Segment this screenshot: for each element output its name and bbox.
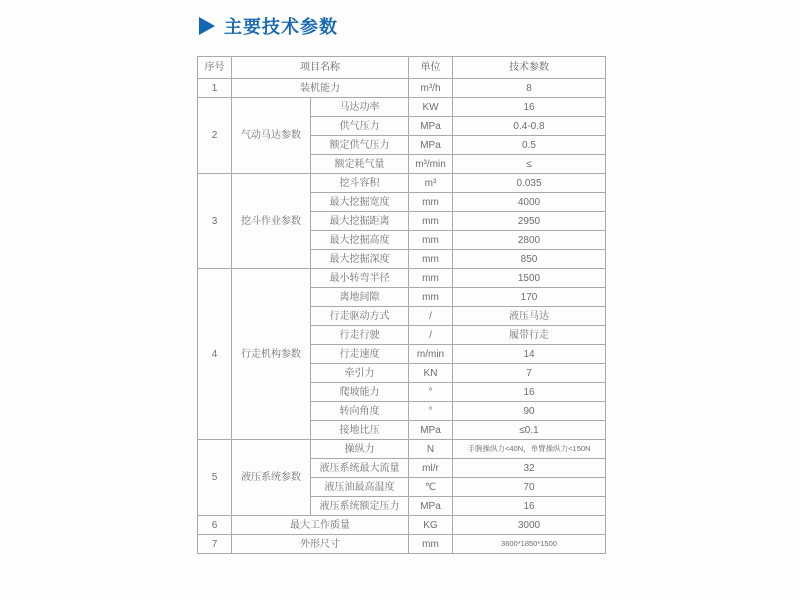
unit-cell: KN bbox=[409, 364, 453, 383]
value-cell: 手腕操纵力<40N，单臂操纵力<150N bbox=[453, 440, 606, 459]
sub-item-cell: 马达功率 bbox=[311, 98, 409, 117]
sub-item-cell: 最小转弯半径 bbox=[311, 269, 409, 288]
sub-item-cell: 行走驱动方式 bbox=[311, 307, 409, 326]
value-cell: 170 bbox=[453, 288, 606, 307]
value-cell: 90 bbox=[453, 402, 606, 421]
row-number-cell: 4 bbox=[198, 269, 232, 440]
sub-item-cell: 爬坡能力 bbox=[311, 383, 409, 402]
sub-item-cell: 额定供气压力 bbox=[311, 136, 409, 155]
spec-table-header bbox=[198, 57, 606, 79]
value-cell: 2800 bbox=[453, 231, 606, 250]
unit-cell: ℃ bbox=[409, 478, 453, 497]
table-row bbox=[198, 440, 606, 459]
sub-item-cell: 最大挖掘宽度 bbox=[311, 193, 409, 212]
row-number-cell: 2 bbox=[198, 98, 232, 174]
header-row bbox=[198, 57, 606, 79]
sub-item-cell: 液压油最高温度 bbox=[311, 478, 409, 497]
sub-item-cell: 接地比压 bbox=[311, 421, 409, 440]
sub-item-cell: 离地间隙 bbox=[311, 288, 409, 307]
row-number-cell: 3 bbox=[198, 174, 232, 269]
page-title-text: 主要技术参数 bbox=[224, 17, 338, 37]
value-cell: 0.4-0.8 bbox=[453, 117, 606, 136]
sub-item-cell: 行走速度 bbox=[311, 345, 409, 364]
sub-item-cell: 最大挖掘高度 bbox=[311, 231, 409, 250]
unit-cell: KW bbox=[409, 98, 453, 117]
value-cell: 3600*1850*1500 bbox=[453, 535, 606, 554]
table-row bbox=[198, 535, 606, 554]
unit-cell: ° bbox=[409, 402, 453, 421]
value-cell: 液压马达 bbox=[453, 307, 606, 326]
value-cell: 4000 bbox=[453, 193, 606, 212]
value-cell: 0.5 bbox=[453, 136, 606, 155]
sub-item-cell: 液压系统最大流量 bbox=[311, 459, 409, 478]
unit-cell: mm bbox=[409, 535, 453, 554]
sub-item-cell: 最大挖掘距离 bbox=[311, 212, 409, 231]
value-cell: 70 bbox=[453, 478, 606, 497]
value-cell: 16 bbox=[453, 383, 606, 402]
arrow-right-icon bbox=[199, 17, 215, 35]
table-row bbox=[198, 269, 606, 288]
unit-cell: m³ bbox=[409, 174, 453, 193]
column-header: 项目名称 bbox=[232, 57, 409, 79]
unit-cell: N bbox=[409, 440, 453, 459]
value-cell: ≤ bbox=[453, 155, 606, 174]
value-cell: 3000 bbox=[453, 516, 606, 535]
sub-item-cell: 额定耗气量 bbox=[311, 155, 409, 174]
value-cell: 16 bbox=[453, 497, 606, 516]
unit-cell: MPa bbox=[409, 117, 453, 136]
value-cell: 850 bbox=[453, 250, 606, 269]
spec-table bbox=[197, 56, 606, 554]
item-name-cell: 装机能力 bbox=[232, 79, 409, 98]
unit-cell: ml/r bbox=[409, 459, 453, 478]
column-header: 技术参数 bbox=[453, 57, 606, 79]
unit-cell: MPa bbox=[409, 136, 453, 155]
sub-item-cell: 液压系统额定压力 bbox=[311, 497, 409, 516]
sub-item-cell: 操纵力 bbox=[311, 440, 409, 459]
item-name-cell: 液压系统参数 bbox=[232, 440, 311, 516]
sub-item-cell: 最大挖掘深度 bbox=[311, 250, 409, 269]
unit-cell: ° bbox=[409, 383, 453, 402]
unit-cell: mm bbox=[409, 193, 453, 212]
unit-cell: / bbox=[409, 307, 453, 326]
value-cell: 14 bbox=[453, 345, 606, 364]
value-cell: 0.035 bbox=[453, 174, 606, 193]
table-row bbox=[198, 516, 606, 535]
unit-cell: m³/min bbox=[409, 155, 453, 174]
row-number-cell: 5 bbox=[198, 440, 232, 516]
sub-item-cell: 行走行驶 bbox=[311, 326, 409, 345]
unit-cell: KG bbox=[409, 516, 453, 535]
unit-cell: mm bbox=[409, 250, 453, 269]
unit-cell: / bbox=[409, 326, 453, 345]
value-cell: 32 bbox=[453, 459, 606, 478]
row-number-cell: 1 bbox=[198, 79, 232, 98]
unit-cell: mm bbox=[409, 288, 453, 307]
table-row bbox=[198, 174, 606, 193]
unit-cell: mm bbox=[409, 269, 453, 288]
value-cell: ≤0.1 bbox=[453, 421, 606, 440]
item-name-cell: 行走机构参数 bbox=[232, 269, 311, 440]
row-number-cell: 6 bbox=[198, 516, 232, 535]
table-row bbox=[198, 79, 606, 98]
value-cell: 16 bbox=[453, 98, 606, 117]
page-title bbox=[199, 13, 338, 39]
item-name-cell: 最大工作质量 bbox=[232, 516, 409, 535]
item-name-cell: 气动马达参数 bbox=[232, 98, 311, 174]
value-cell: 2950 bbox=[453, 212, 606, 231]
unit-cell: MPa bbox=[409, 421, 453, 440]
sub-item-cell: 牵引力 bbox=[311, 364, 409, 383]
unit-cell: MPa bbox=[409, 497, 453, 516]
unit-cell: mm bbox=[409, 231, 453, 250]
sub-item-cell: 供气压力 bbox=[311, 117, 409, 136]
row-number-cell: 7 bbox=[198, 535, 232, 554]
value-cell: 履带行走 bbox=[453, 326, 606, 345]
value-cell: 8 bbox=[453, 79, 606, 98]
unit-cell: mm bbox=[409, 212, 453, 231]
item-name-cell: 外形尺寸 bbox=[232, 535, 409, 554]
value-cell: 7 bbox=[453, 364, 606, 383]
spec-table-body bbox=[198, 79, 606, 554]
unit-cell: m³/h bbox=[409, 79, 453, 98]
table-row bbox=[198, 98, 606, 117]
column-header: 单位 bbox=[409, 57, 453, 79]
sub-item-cell: 挖斗容积 bbox=[311, 174, 409, 193]
column-header: 序号 bbox=[198, 57, 232, 79]
unit-cell: m/min bbox=[409, 345, 453, 364]
sub-item-cell: 转向角度 bbox=[311, 402, 409, 421]
value-cell: 1500 bbox=[453, 269, 606, 288]
item-name-cell: 挖斗作业参数 bbox=[232, 174, 311, 269]
